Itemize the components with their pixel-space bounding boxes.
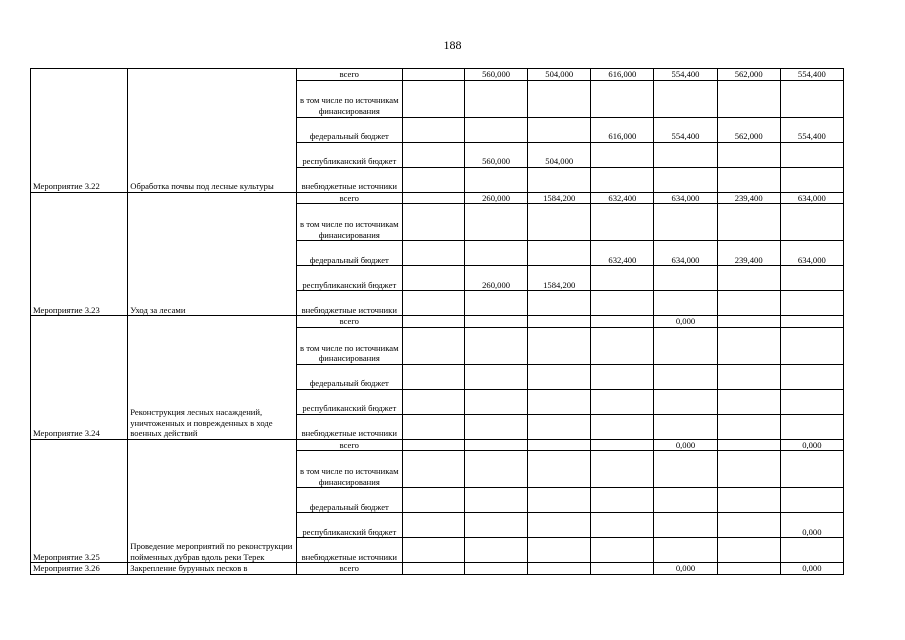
value-cell xyxy=(780,389,843,414)
funding-source: внебюджетные источники xyxy=(296,167,402,192)
value-cell: 1584,200 xyxy=(528,192,591,204)
measure-name: Обработка почвы под лесные культуры xyxy=(128,69,296,193)
value-cell xyxy=(780,316,843,328)
value-cell xyxy=(717,439,780,451)
value-cell xyxy=(591,563,654,575)
value-cell: 634,000 xyxy=(654,192,717,204)
value-cell xyxy=(717,204,780,241)
value-cell: 0,000 xyxy=(654,316,717,328)
value-cell xyxy=(591,291,654,316)
value-cell xyxy=(402,488,464,513)
value-cell xyxy=(654,364,717,389)
value-cell xyxy=(402,167,464,192)
value-cell xyxy=(717,488,780,513)
value-cell xyxy=(654,266,717,291)
measure-code: Мероприятие 3.25 xyxy=(31,439,128,563)
funding-source: в том числе по источникам финансирования xyxy=(296,80,402,117)
value-cell xyxy=(528,414,591,439)
value-cell xyxy=(780,488,843,513)
funding-source: республиканский бюджет xyxy=(296,389,402,414)
funding-source: всего xyxy=(296,192,402,204)
value-cell xyxy=(591,439,654,451)
value-cell xyxy=(780,266,843,291)
value-cell xyxy=(465,513,528,538)
value-cell xyxy=(528,451,591,488)
value-cell xyxy=(402,414,464,439)
funding-source: в том числе по источникам финансирования xyxy=(296,204,402,241)
table-body xyxy=(31,69,844,575)
value-cell xyxy=(654,167,717,192)
value-cell: 616,000 xyxy=(591,117,654,142)
value-cell: 632,400 xyxy=(591,192,654,204)
value-cell xyxy=(402,204,464,241)
funding-source: федеральный бюджет xyxy=(296,241,402,266)
value-cell xyxy=(591,316,654,328)
value-cell xyxy=(402,538,464,563)
value-cell xyxy=(717,316,780,328)
value-cell xyxy=(402,241,464,266)
value-cell: 562,000 xyxy=(717,117,780,142)
value-cell xyxy=(402,266,464,291)
value-cell xyxy=(528,241,591,266)
value-cell xyxy=(717,80,780,117)
value-cell: 560,000 xyxy=(465,69,528,81)
value-cell: 260,000 xyxy=(465,192,528,204)
value-cell xyxy=(591,364,654,389)
value-cell xyxy=(402,192,464,204)
value-cell xyxy=(591,167,654,192)
value-cell xyxy=(717,142,780,167)
value-cell xyxy=(780,538,843,563)
value-cell: 554,400 xyxy=(654,117,717,142)
value-cell xyxy=(402,439,464,451)
value-cell xyxy=(717,513,780,538)
value-cell xyxy=(780,327,843,364)
funding-source: внебюджетные источники xyxy=(296,414,402,439)
funding-source: в том числе по источникам финансирования xyxy=(296,451,402,488)
value-cell xyxy=(528,439,591,451)
value-cell xyxy=(591,327,654,364)
value-cell xyxy=(780,167,843,192)
funding-source: федеральный бюджет xyxy=(296,488,402,513)
value-cell xyxy=(717,291,780,316)
value-cell: 634,000 xyxy=(654,241,717,266)
value-cell xyxy=(654,538,717,563)
funding-source: всего xyxy=(296,316,402,328)
value-cell xyxy=(402,291,464,316)
value-cell xyxy=(465,291,528,316)
value-cell: 634,000 xyxy=(780,192,843,204)
value-cell: 632,400 xyxy=(591,241,654,266)
value-cell xyxy=(528,513,591,538)
value-cell: 554,400 xyxy=(780,117,843,142)
value-cell xyxy=(591,451,654,488)
value-cell xyxy=(528,291,591,316)
funding-source: республиканский бюджет xyxy=(296,266,402,291)
table-row xyxy=(31,439,844,451)
value-cell: 1584,200 xyxy=(528,266,591,291)
funding-source: в том числе по источникам финансирования xyxy=(296,327,402,364)
value-cell xyxy=(780,142,843,167)
funding-source: федеральный бюджет xyxy=(296,117,402,142)
value-cell xyxy=(717,389,780,414)
value-cell xyxy=(465,439,528,451)
value-cell xyxy=(717,266,780,291)
measure-code: Мероприятие 3.24 xyxy=(31,316,128,440)
funding-source: федеральный бюджет xyxy=(296,364,402,389)
value-cell xyxy=(780,451,843,488)
value-cell xyxy=(465,563,528,575)
value-cell xyxy=(402,513,464,538)
value-cell xyxy=(528,327,591,364)
measure-name: Проведение мероприятий по реконструкции пойменных дубрав вдоль реки Терек xyxy=(128,439,296,563)
value-cell: 0,000 xyxy=(780,563,843,575)
value-cell xyxy=(465,80,528,117)
measure-name: Закрепление бурунных песков в xyxy=(128,563,296,575)
value-cell xyxy=(654,291,717,316)
value-cell xyxy=(591,513,654,538)
value-cell xyxy=(591,266,654,291)
value-cell xyxy=(528,80,591,117)
funding-source: всего xyxy=(296,563,402,575)
value-cell: 504,000 xyxy=(528,69,591,81)
table-row xyxy=(31,316,844,328)
funding-source: республиканский бюджет xyxy=(296,142,402,167)
value-cell xyxy=(717,364,780,389)
value-cell: 239,400 xyxy=(717,241,780,266)
value-cell xyxy=(528,204,591,241)
value-cell: 0,000 xyxy=(654,439,717,451)
value-cell xyxy=(717,414,780,439)
value-cell xyxy=(591,204,654,241)
value-cell xyxy=(528,117,591,142)
value-cell xyxy=(528,563,591,575)
value-cell xyxy=(465,389,528,414)
value-cell xyxy=(780,80,843,117)
measure-name: Уход за лесами xyxy=(128,192,296,316)
value-cell xyxy=(402,69,464,81)
value-cell xyxy=(528,488,591,513)
value-cell xyxy=(717,327,780,364)
value-cell: 562,000 xyxy=(717,69,780,81)
value-cell xyxy=(591,538,654,563)
value-cell xyxy=(465,204,528,241)
measure-code: Мероприятие 3.26 xyxy=(31,563,128,575)
value-cell xyxy=(654,414,717,439)
value-cell xyxy=(717,451,780,488)
funding-source: внебюджетные источники xyxy=(296,538,402,563)
funding-source: всего xyxy=(296,69,402,81)
value-cell xyxy=(528,389,591,414)
value-cell xyxy=(717,563,780,575)
value-cell xyxy=(465,538,528,563)
table-row xyxy=(31,192,844,204)
value-cell xyxy=(654,488,717,513)
value-cell: 554,400 xyxy=(654,69,717,81)
value-cell xyxy=(654,389,717,414)
value-cell xyxy=(402,80,464,117)
measure-code: Мероприятие 3.22 xyxy=(31,69,128,193)
measure-code: Мероприятие 3.23 xyxy=(31,192,128,316)
page-number: 188 xyxy=(443,38,462,52)
value-cell xyxy=(591,80,654,117)
value-cell xyxy=(654,327,717,364)
value-cell xyxy=(780,414,843,439)
value-cell: 239,400 xyxy=(717,192,780,204)
measure-name: Реконструкция лесных насаждений, уничтоженных и поврежденных в ходе военных действий xyxy=(128,316,296,440)
value-cell xyxy=(591,414,654,439)
value-cell: 504,000 xyxy=(528,142,591,167)
value-cell xyxy=(654,513,717,538)
value-cell: 260,000 xyxy=(465,266,528,291)
value-cell xyxy=(465,451,528,488)
value-cell xyxy=(465,167,528,192)
table-row xyxy=(31,563,844,575)
value-cell xyxy=(402,142,464,167)
value-cell: 554,400 xyxy=(780,69,843,81)
value-cell xyxy=(465,364,528,389)
value-cell xyxy=(402,364,464,389)
value-cell xyxy=(591,142,654,167)
value-cell xyxy=(528,538,591,563)
value-cell xyxy=(402,563,464,575)
value-cell xyxy=(465,241,528,266)
value-cell xyxy=(654,204,717,241)
value-cell: 634,000 xyxy=(780,241,843,266)
value-cell xyxy=(717,167,780,192)
budget-table xyxy=(30,68,844,575)
value-cell xyxy=(465,414,528,439)
value-cell xyxy=(717,538,780,563)
value-cell xyxy=(465,327,528,364)
value-cell xyxy=(654,451,717,488)
value-cell: 0,000 xyxy=(654,563,717,575)
value-cell xyxy=(780,204,843,241)
value-cell xyxy=(591,488,654,513)
value-cell: 0,000 xyxy=(780,439,843,451)
funding-source: всего xyxy=(296,439,402,451)
value-cell xyxy=(465,316,528,328)
value-cell: 0,000 xyxy=(780,513,843,538)
value-cell xyxy=(654,142,717,167)
value-cell xyxy=(402,316,464,328)
funding-source: республиканский бюджет xyxy=(296,513,402,538)
value-cell xyxy=(465,488,528,513)
value-cell xyxy=(780,291,843,316)
value-cell xyxy=(780,364,843,389)
table-row xyxy=(31,69,844,81)
value-cell xyxy=(402,327,464,364)
value-cell xyxy=(591,389,654,414)
value-cell xyxy=(528,316,591,328)
value-cell xyxy=(402,389,464,414)
value-cell xyxy=(402,117,464,142)
funding-source: внебюджетные источники xyxy=(296,291,402,316)
value-cell xyxy=(654,80,717,117)
value-cell xyxy=(465,117,528,142)
value-cell xyxy=(402,451,464,488)
value-cell: 560,000 xyxy=(465,142,528,167)
value-cell xyxy=(528,167,591,192)
value-cell: 616,000 xyxy=(591,69,654,81)
value-cell xyxy=(528,364,591,389)
